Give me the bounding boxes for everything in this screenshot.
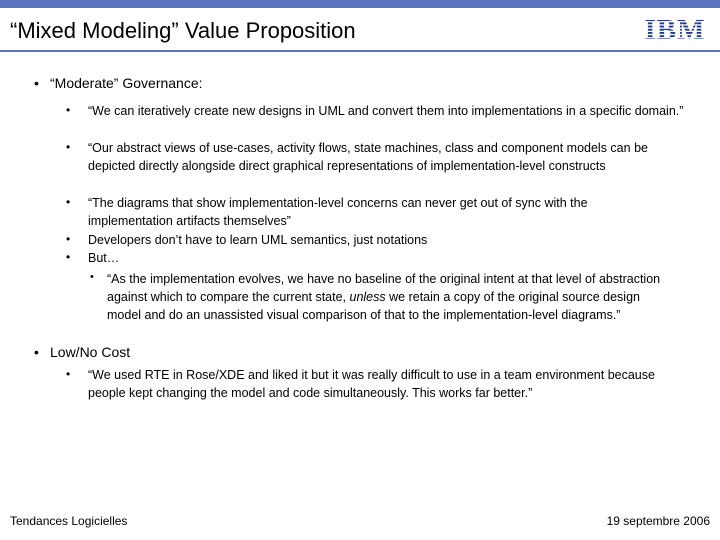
- list-item: Developers don’t have to learn UML semantics, just notations: [88, 233, 428, 247]
- list-item: But…: [88, 251, 120, 265]
- list-item: “We used RTE in Rose/XDE and liked it but it was really difficult to use in a team environment because people kept changing the model and code simultaneously. This works far better.”: [88, 368, 655, 400]
- footer-left: Tendances Logicielles: [10, 514, 128, 528]
- bullet-dot: •: [66, 103, 71, 117]
- bullet-dot: •: [66, 140, 71, 154]
- list-item: “Our abstract views of use-cases, activity flows, state machines, class and component models can be depicted directly alongside direct graphical representations of implementation-level constructs: [88, 141, 648, 173]
- bullet-dot: •: [34, 344, 39, 360]
- list-item: “The diagrams that show implementation-level concerns can never get out of sync with the implementation artifacts themselves”: [88, 196, 588, 228]
- footer-date: 19 septembre 2006: [606, 514, 710, 528]
- logo-text: IBM: [644, 16, 706, 42]
- ibm-logo: [644, 16, 706, 42]
- sub-text-emphasis: unless: [349, 290, 386, 304]
- title-rule: [0, 50, 720, 52]
- bullet-dot: •: [66, 250, 71, 264]
- bullet-dot: •: [66, 367, 71, 381]
- section-heading: “Moderate” Governance:: [50, 75, 203, 91]
- bullet-dot: •: [34, 75, 39, 91]
- sub-text-before: “As the implementation evolves, we have no baseline of the original intent at that level of abstraction against which to compare the current state,: [107, 272, 661, 304]
- slide-title: “Mixed Modeling” Value Proposition: [10, 18, 356, 43]
- sub-list-item: [107, 270, 672, 324]
- bullet-dot: •: [66, 195, 71, 209]
- section-heading: Low/No Cost: [50, 344, 131, 360]
- top-accent-bar: [0, 0, 720, 8]
- sub-text-after: we retain a copy of the original source design model and do an unassisted visual comparison of that to the implementation-level diagrams.”: [107, 290, 640, 322]
- bullet-dot: •: [66, 232, 71, 246]
- bullet-dot: •: [90, 271, 94, 283]
- list-item: “We can iteratively create new designs in UML and convert them into implementations in a specific domain.”: [88, 104, 684, 118]
